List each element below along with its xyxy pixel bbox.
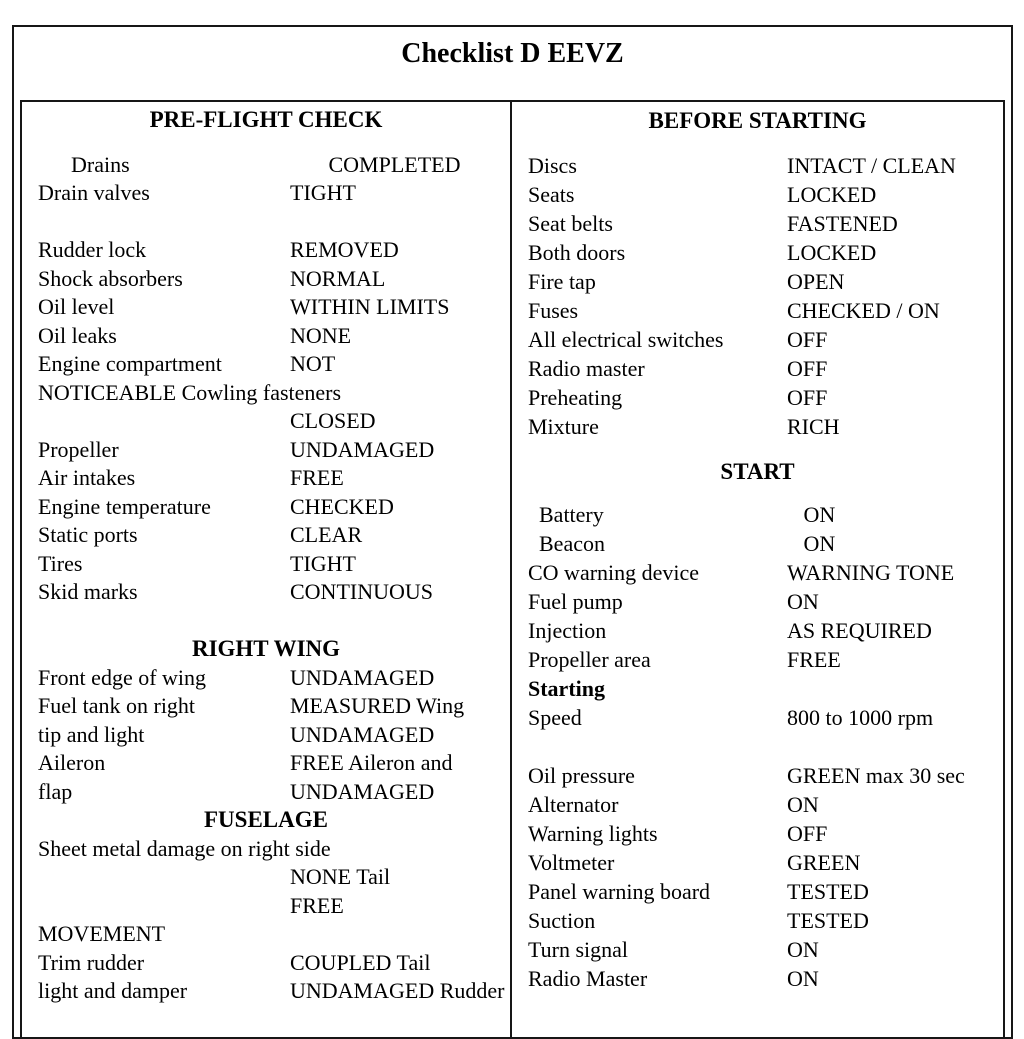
checklist-row <box>38 322 510 351</box>
item-value: ON <box>787 937 819 962</box>
item-label: Tires <box>38 550 83 576</box>
item-label: Engine compartment <box>38 351 222 376</box>
item-label: Front edge of wing <box>38 664 207 690</box>
checklist-row <box>528 935 1003 964</box>
item-value: GREEN max 30 sec <box>787 763 965 788</box>
item-label: Turn signal <box>528 937 629 962</box>
checklist-row <box>38 692 510 721</box>
checklist-row <box>528 761 1003 790</box>
item-label: Discs <box>528 153 577 178</box>
checklist-row <box>528 848 1003 877</box>
item-label: Seat belts <box>528 211 613 236</box>
item-label: Warning lights <box>528 821 658 846</box>
item-value: WARNING TONE <box>787 560 955 585</box>
item-value: NONE Tail <box>290 864 391 889</box>
checklist-row <box>528 209 1003 238</box>
section-header: PRE-FLIGHT CHECK <box>149 107 383 132</box>
item-value: UNDAMAGED Rudder <box>290 978 505 1003</box>
item-label: Alternator <box>528 792 619 817</box>
blank-line <box>38 607 510 636</box>
item-label: light and damper <box>38 978 188 1003</box>
item-value: UNDAMAGED <box>290 778 435 804</box>
checklist-text-line: MOVEMENT <box>38 921 166 946</box>
spacer <box>38 135 510 151</box>
item-label: Propeller <box>38 436 119 462</box>
item-label: Voltmeter <box>528 850 615 875</box>
item-label: Starting <box>528 676 605 701</box>
item-value: AS REQUIRED <box>787 618 932 643</box>
item-value: TIGHT <box>290 180 356 205</box>
item-value: OFF <box>787 821 828 846</box>
item-value: COUPLED Tail <box>290 949 431 975</box>
item-label: Drain valves <box>38 180 150 205</box>
document-page <box>12 25 1013 1039</box>
item-label: Battery <box>528 502 604 527</box>
spacer <box>528 486 1003 500</box>
checklist-row <box>38 749 510 778</box>
item-value: ON <box>787 589 819 614</box>
checklist-row <box>528 790 1003 819</box>
checklist-row <box>38 664 510 693</box>
item-label: Panel warning board <box>528 879 711 904</box>
item-label: tip and light <box>38 721 145 747</box>
item-label: Skid marks <box>38 579 138 604</box>
checklist-row <box>38 407 510 436</box>
item-value: ON <box>787 502 836 527</box>
item-value: INTACT / CLEAN <box>787 153 956 178</box>
item-label: Aileron <box>38 750 106 775</box>
item-label: Seats <box>528 182 575 207</box>
item-value: MEASURED Wing <box>290 693 465 718</box>
checklist-row <box>38 721 510 750</box>
item-value: 800 to 1000 rpm <box>787 705 934 730</box>
checklist-row <box>528 587 1003 616</box>
item-label: Radio master <box>528 356 645 381</box>
checklist-row <box>528 180 1003 209</box>
item-label: Air intakes <box>38 465 136 490</box>
item-label: Fuses <box>528 298 579 323</box>
section-header: FUSELAGE <box>204 807 328 832</box>
checklist-row <box>528 877 1003 906</box>
checklist-row <box>528 412 1003 441</box>
checklist-row <box>38 236 510 265</box>
item-label: Both doors <box>528 240 626 265</box>
pre-flight-column <box>22 102 512 1037</box>
item-label: Oil level <box>38 294 115 319</box>
item-label: Shock absorbers <box>38 265 183 291</box>
checklist-row <box>528 267 1003 296</box>
item-value: OFF <box>787 385 828 410</box>
checklist-row <box>38 778 510 807</box>
item-label: Preheating <box>528 385 623 410</box>
checklist-row <box>528 906 1003 935</box>
document-title: Checklist D EEVZ <box>401 38 624 69</box>
item-value: FREE <box>787 647 841 672</box>
checklist-row <box>38 436 510 465</box>
item-value: UNDAMAGED <box>290 664 435 690</box>
checklist-row <box>38 350 510 379</box>
item-value: ON <box>787 966 819 991</box>
checklist-row <box>528 964 1003 993</box>
checklist-row <box>528 383 1003 412</box>
item-value: REMOVED <box>290 237 399 262</box>
checklist-row <box>528 645 1003 674</box>
item-value: UNDAMAGED <box>290 721 435 747</box>
item-label: Suction <box>528 908 596 933</box>
item-label: All electrical switches <box>528 327 724 352</box>
item-value: CHECKED <box>290 493 394 519</box>
item-value: NORMAL <box>290 265 386 291</box>
checklist-row <box>528 529 1003 558</box>
checklist-row <box>528 703 1003 732</box>
spacer <box>528 441 1003 457</box>
checklist-row <box>38 151 510 180</box>
item-label: Oil leaks <box>38 322 117 348</box>
item-label: Engine temperature <box>38 493 211 519</box>
checklist-row <box>38 977 510 1006</box>
checklist-text-line: Sheet metal damage on right side <box>38 835 331 861</box>
item-label: Radio Master <box>528 966 648 991</box>
item-value: WITHIN LIMITS <box>290 294 450 319</box>
item-value: CHECKED / ON <box>787 298 940 323</box>
spacer <box>528 135 1003 151</box>
item-label: Beacon <box>528 531 605 556</box>
item-label: Injection <box>528 618 607 643</box>
section-header: RIGHT WING <box>191 636 341 661</box>
item-value: FREE <box>290 892 344 918</box>
item-value: NONE <box>290 322 352 348</box>
checklist-row <box>38 521 510 550</box>
checklist-row <box>528 819 1003 848</box>
checklist-row <box>528 616 1003 645</box>
item-value: ON <box>787 792 819 817</box>
item-value: UNDAMAGED <box>290 436 435 462</box>
section-header: START <box>720 459 795 484</box>
item-value: CLOSED <box>290 408 376 433</box>
checklist-row <box>528 674 1003 703</box>
item-value: OPEN <box>787 269 845 294</box>
checklist-row <box>38 863 510 892</box>
item-value: GREEN <box>787 850 861 875</box>
checklist-table <box>20 100 1005 1039</box>
item-value: LOCKED <box>787 182 877 207</box>
before-starting-column <box>512 102 1003 1037</box>
checklist-row <box>38 493 510 522</box>
item-label: Mixture <box>528 414 599 439</box>
item-label: Oil pressure <box>528 763 635 788</box>
checklist-row <box>528 238 1003 267</box>
item-value: CONTINUOUS <box>290 579 433 604</box>
item-value: TESTED <box>787 908 869 933</box>
item-value: ON <box>787 531 836 556</box>
checklist-row <box>38 578 510 607</box>
checklist-row <box>528 296 1003 325</box>
checklist-row <box>38 892 510 921</box>
item-label: flap <box>38 778 73 804</box>
item-label: Fuel tank on right <box>38 693 196 718</box>
checklist-row <box>528 354 1003 383</box>
checklist-text-line: NOTICEABLE Cowling fasteners <box>38 379 342 405</box>
item-label: Drains <box>38 151 130 177</box>
checklist-row <box>528 558 1003 587</box>
item-value: CLEAR <box>290 522 363 547</box>
item-value: NOT <box>290 351 336 376</box>
item-label: CO warning device <box>528 560 700 585</box>
checklist-row <box>38 265 510 294</box>
blank-line <box>38 208 510 237</box>
checklist-row <box>38 179 510 208</box>
checklist-row <box>38 464 510 493</box>
checklist-row <box>38 293 510 322</box>
checklist-row <box>38 949 510 978</box>
item-value: RICH <box>787 414 840 439</box>
checklist-row <box>528 500 1003 529</box>
item-value: FREE Aileron and <box>290 750 453 775</box>
checklist-row <box>528 325 1003 354</box>
item-label: Propeller area <box>528 647 651 672</box>
item-value: LOCKED <box>787 240 877 265</box>
section-header: BEFORE STARTING <box>648 108 867 133</box>
item-label: Speed <box>528 705 582 730</box>
item-value: OFF <box>787 356 828 381</box>
item-label: Fuel pump <box>528 589 623 614</box>
item-value: TESTED <box>787 879 869 904</box>
item-value: OFF <box>787 327 828 352</box>
item-value: COMPLETED <box>290 151 461 177</box>
blank-line <box>528 732 1003 761</box>
item-label: Rudder lock <box>38 237 147 262</box>
item-label: Trim rudder <box>38 949 145 975</box>
item-label: Fire tap <box>528 269 596 294</box>
item-value: FASTENED <box>787 211 898 236</box>
item-label: Static ports <box>38 522 138 547</box>
checklist-row <box>528 151 1003 180</box>
item-value: TIGHT <box>290 550 356 576</box>
checklist-row <box>38 550 510 579</box>
item-value: FREE <box>290 465 344 490</box>
